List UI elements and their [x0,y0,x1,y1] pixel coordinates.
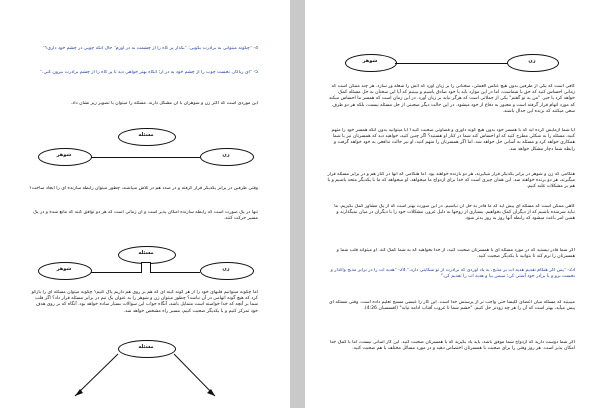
diagram-top-wife-label: زن [528,58,536,64]
diagram-1-connector [90,157,200,158]
right-para-4: گاهی ممکن است که مسئله ای پیش آید که ما قادر به حل آن نباشیم. در این صورت بهتر است که از یک مشاور کمک بگیریم. ما نباید شرمنده باشیم که از دیگران کمک بخواهیم. بسیاری از زوجها به دلیل غرور، مشکلات خود را با دیگران در میان نمیگذارند و همین امر باعث میشود که رابطه آنها روز به روز بدتر شود. [334,204,575,222]
left-para-2: 5- "ای ریاکار، نخست چوب را از چشم خود به در آر؛ آنگاه بهتر خواهی دید تا پر کاه را از چشم برادرت بیرون کنی." [39,70,258,75]
right-para-7: اگر شما دوست دارید که ازدواج شما موفق باشد، باید یاد بگیرید که با همسرتان صحبت کنید. این کار آسانی نیست، اما با کمک خدا امکان پذیر است. هر روز وقتی را برای صحبت با همسرتان اختصاص دهید و در مورد مسائل مختلف با هم صحبت کنید. [329,340,575,352]
left-para-1: 4- "چگونه میتوانی به برادرت بگویی: "بگذار پر کاه را از چشمت به در آورم" حال آنکه چوبی در چشم خود داری؟" [42,46,258,51]
diagram-top-husband-label: شوهر [362,58,378,64]
right-para-1: کافی است که یکی از طرفین بدون هیچ عکس العملی، سخنانی را بر زبان آورد که آتش را شعله ور سازد. هر چند ممکن است که زمانی احساس کنید که حق با شماست، اما در این موارد باید با خود صادق باشیم و ببینیم که آیا این سخنان به حل مسئله کمک خواهد کرد یا خیر. "من به تو گفتم" یکی از جملاتی است که هرگز نباید بر زبان آورد. در این زمان است که همسر ما احساس میکند که مورد اتهام قرار گرفته است و مجبور به دفاع از خود میشود. در این حالت دیگر صحبتی از حل مسئله نیست، بلکه هر دو طرف سعی میکنند که برنده این جدال باشند. [328,84,575,114]
diagram-2-husband-label: شوهر [56,266,72,272]
left-para-3: این موردی است که اکثر زن و شوهران با آن مشکل دارند. مسئله را میتوان با تصویر زیر نشان داد. [70,101,258,106]
right-para-5: اگر شما قادر نیستید که در مورد مسئله ای با همسرتان صحبت کنید، از خدا بخواهید که به شما کمک کند. او میتواند قلب شما و همسرتان را نرم کند تا بتوانید با یکدیگر صحبت کنید. [336,248,575,260]
left-para-4: وقتی طرفین در برابر یکدیگر قرار گرفته و در صدد هم در تلاش میباشند، چطور میتوان رابطه سازنده ای را ایجاد ساخت؟ [29,186,258,191]
diagram-2-wife-label: زن [222,266,230,272]
diagram-3-arrows [0,348,290,408]
left-para-6: اما چگونه میتوانیم قلبهای خود را از هر گونه کینه ای که هم بر روی هم داریم پاک کنیم؟ چگونه میتوان مسئله ای را بازگو کرد که هیچ گونه اتهامی در آن نباشد؟ چطور میتوان زن و شوهر را به عنوان یک تیم در برابر مسئله قرار داد؟ اگر قلب شما بر آنچه که خدا خواسته است متمایل باشد، آنگاه جواب این سوالات بسیار ساده خواهد بود. آنگاه که بر روی هدف خود تمرکز کنیم و با یکدیگر صحبت کنیم، مسیر راه مشخص خواهد شد. [31,290,258,314]
diagram-top-connector [395,63,507,64]
diagram-2-problem-label: مسئله [138,250,154,256]
right-verses: 23- "پس اگر هنگام تقدیم هدیه ات بر مذبح، به یاد آوردی که برادرت از تو شکایتی دارد،" 24- "هدیه ات را در برابر مذبح واگذار و نخست برو و با برادر خود آشتی کن؛ سپس بیا و هدیه ات را تقدیم کن." [330,268,575,280]
left-para-5: تنها در یک صورت است که رابطه سازنده امکان پذیر است و آن زمانی است که هر دو توافق کنند که مانع شده و در یک مسیر حرکت کنند. [33,210,258,222]
diagram-2-joint [141,262,151,273]
diagram-3-problem-label: مسئله [138,344,154,350]
left-page [0,0,290,408]
diagram-1-husband-label: شوهر [56,152,72,158]
diagram-1-problem-label: مسئله [138,132,154,138]
right-para-3: هنگامی که زن و شوهر در برابر یکدیگر قرار میگیرند، هر دو بازنده خواهند بود. اما هنگامی که آنها در کنار هم و در برابر مسئله قرار میگیرند، هر دو برنده خواهند شد. این همان چیزی است که خدا برای ازدواج ما میخواهد. او میخواهد که ما با یکدیگر متحد باشیم و با هم بر مشکلات غلبه کنیم. [327,172,575,190]
right-para-2: آیا شما آزمایش کرده اید که با همسر خود بدون هیچ گونه داوری و قضاوتی صحبت کنید؟ آیا میتوانید بدون آنکه همسر خود را متهم کنید، مسئله را به شکلی مطرح کنید که او احساس کند شما در کنار او هستید؟ اگر چنین کنید، خواهید دید که همسرتان نیز با شما همکاری خواهد کرد و مسئله به آسانی حل خواهد شد. اما اگر همسرتان را متهم کنید، او نیز حالت تدافعی به خود خواهد گرفت و رابطه شما دچار مشکل خواهد شد. [331,128,575,152]
diagram-1-wife-label: زن [222,152,230,158]
right-page [305,0,595,408]
right-para-6: میبینید که مسئله میان اعضای کلیسا حتی واجب تر از پرستش خدا است. این کار را عیسی مسیح تعلیم داده است. وقتی مسئله ای پیش میآید، بهتر است که آن را هر چه زودتر حل کنیم. "خشم شما تا غروب آفتاب ادامه نیابد" (افسسیان 4:26). [329,300,575,312]
